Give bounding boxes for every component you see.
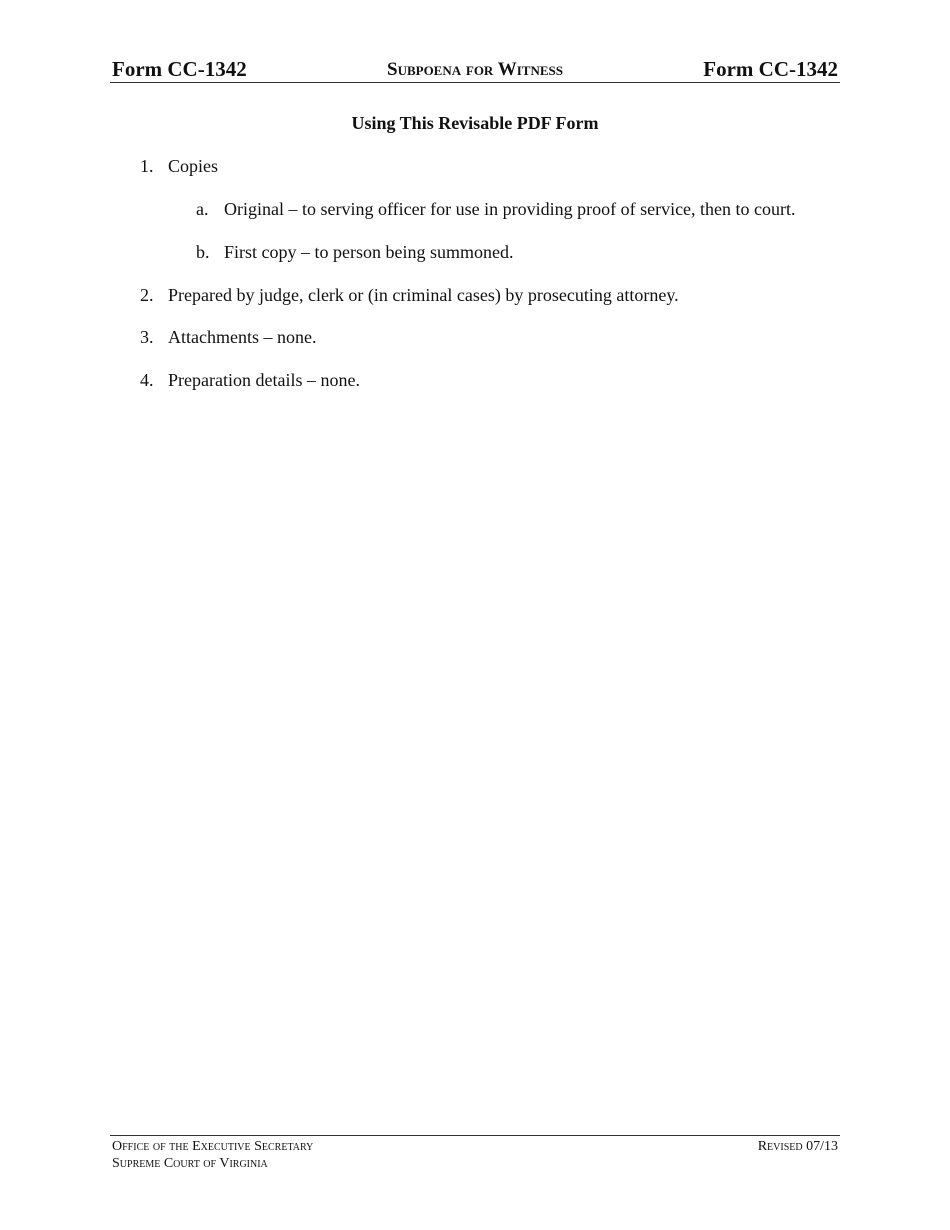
footer-court: Supreme Court of Virginia [112,1156,268,1171]
page-footer [110,1135,840,1171]
list-item-number: 2. [140,285,154,305]
list-item-text: Original – to serving officer for use in providing proof of service, then to court. [224,199,796,219]
list-item-text: Copies [168,156,219,176]
footer-office: Office of the Executive Secretary [112,1139,314,1154]
footer-issuer [112,1138,313,1172]
footer-revision: Revised 07/13 [757,1139,838,1154]
page-header [110,56,840,83]
section-heading: Using This Revisable PDF Form [351,113,599,133]
form-title: Subpoena for Witness [387,59,563,80]
list-item-number: 3. [140,327,154,347]
list-item-text: First copy – to person being summoned. [224,242,514,262]
form-number-right: Form CC-1342 [703,57,838,81]
list-item-text: Attachments – none. [168,327,317,347]
form-number-left: Form CC-1342 [112,57,247,81]
list-item-number: a. [196,199,209,219]
list-item-text: Preparation details – none. [168,370,360,390]
list-item-number: 1. [140,156,154,176]
list-item-number: b. [196,242,210,262]
list-item-number: 4. [140,370,154,390]
list-item-text: Prepared by judge, clerk or (in criminal cases) by prosecuting attorney. [168,285,679,305]
